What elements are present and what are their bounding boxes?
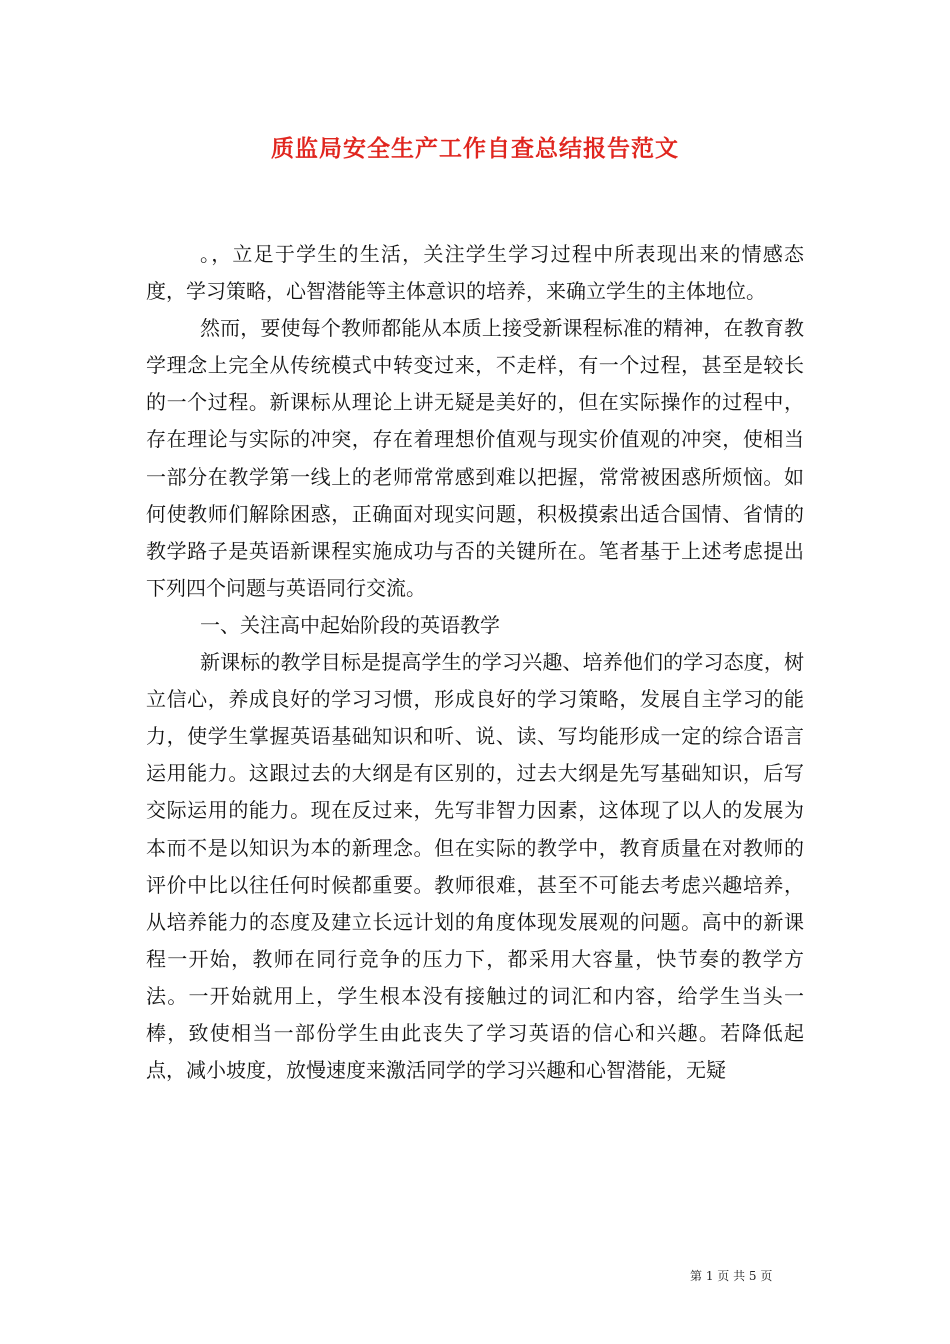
- section-heading: 一、关注高中起始阶段的英语教学: [200, 612, 500, 637]
- document-body: [146, 236, 804, 1089]
- document-title: 质监局安全生产工作自查总结报告范文: [271, 135, 679, 162]
- page-number: 第 1 页 共 5 页: [690, 1269, 773, 1283]
- paragraph-2: 然而，要使每个教师都能从本质上接受新课程标准的精神，在教育教学理念上完全从传统模式中转变过来，不走样，有一个过程，甚至是较长的一个过程。新课标从理论上讲无疑是美好的，但在实际操作的过程中，存在理论与实际的冲突，存在着理想价值观与现实价值观的冲突，使相当一部分在教学第一线上的老师常常感到难以把握，常常被困惑所烦恼。如何使教师们解除困惑，正确面对现实问题，积极摸索出适合国情、省情的教学路子是英语新课程实施成功与否的关键所在。笔者基于上述考虑提出下列四个问题与英语同行交流。: [146, 316, 804, 600]
- paragraph-3: 新课标的教学目标是提高学生的学习兴趣、培养他们的学习态度，树立信心，养成良好的学习习惯，形成良好的学习策略，发展自主学习的能力，使学生掌握英语基础知识和听、说、读、写均能形成一定的综合语言运用能力。这跟过去的大纲是有区别的，过去大纲是先写基础知识，后写交际运用的能力。现在反过来，先写非智力因素，这体现了以人的发展为本而不是以知识为本的新理念。但在实际的教学中，教育质量在对教师的评价中比以往任何时候都重要。教师很难，甚至不可能去考虑兴趣培养，从培养能力的态度及建立长远计划的角度体现发展观的问题。高中的新课程一开始，教师在同行竞争的压力下，都采用大容量，快节奏的教学方法。一开始就用上，学生根本没有接触过的词汇和内容，给学生当头一棒，致使相当一部份学生由此丧失了学习英语的信心和兴趣。若降低起点，减小坡度，放慢速度来激活同学的学习兴趣和心智潜能，无疑: [146, 650, 804, 1083]
- paragraph-1: 。，立足于学生的生活，关注学生学习过程中所表现出来的情感态度，学习策略，心智潜能等主体意识的培养，来确立学生的主体地位。: [146, 242, 804, 304]
